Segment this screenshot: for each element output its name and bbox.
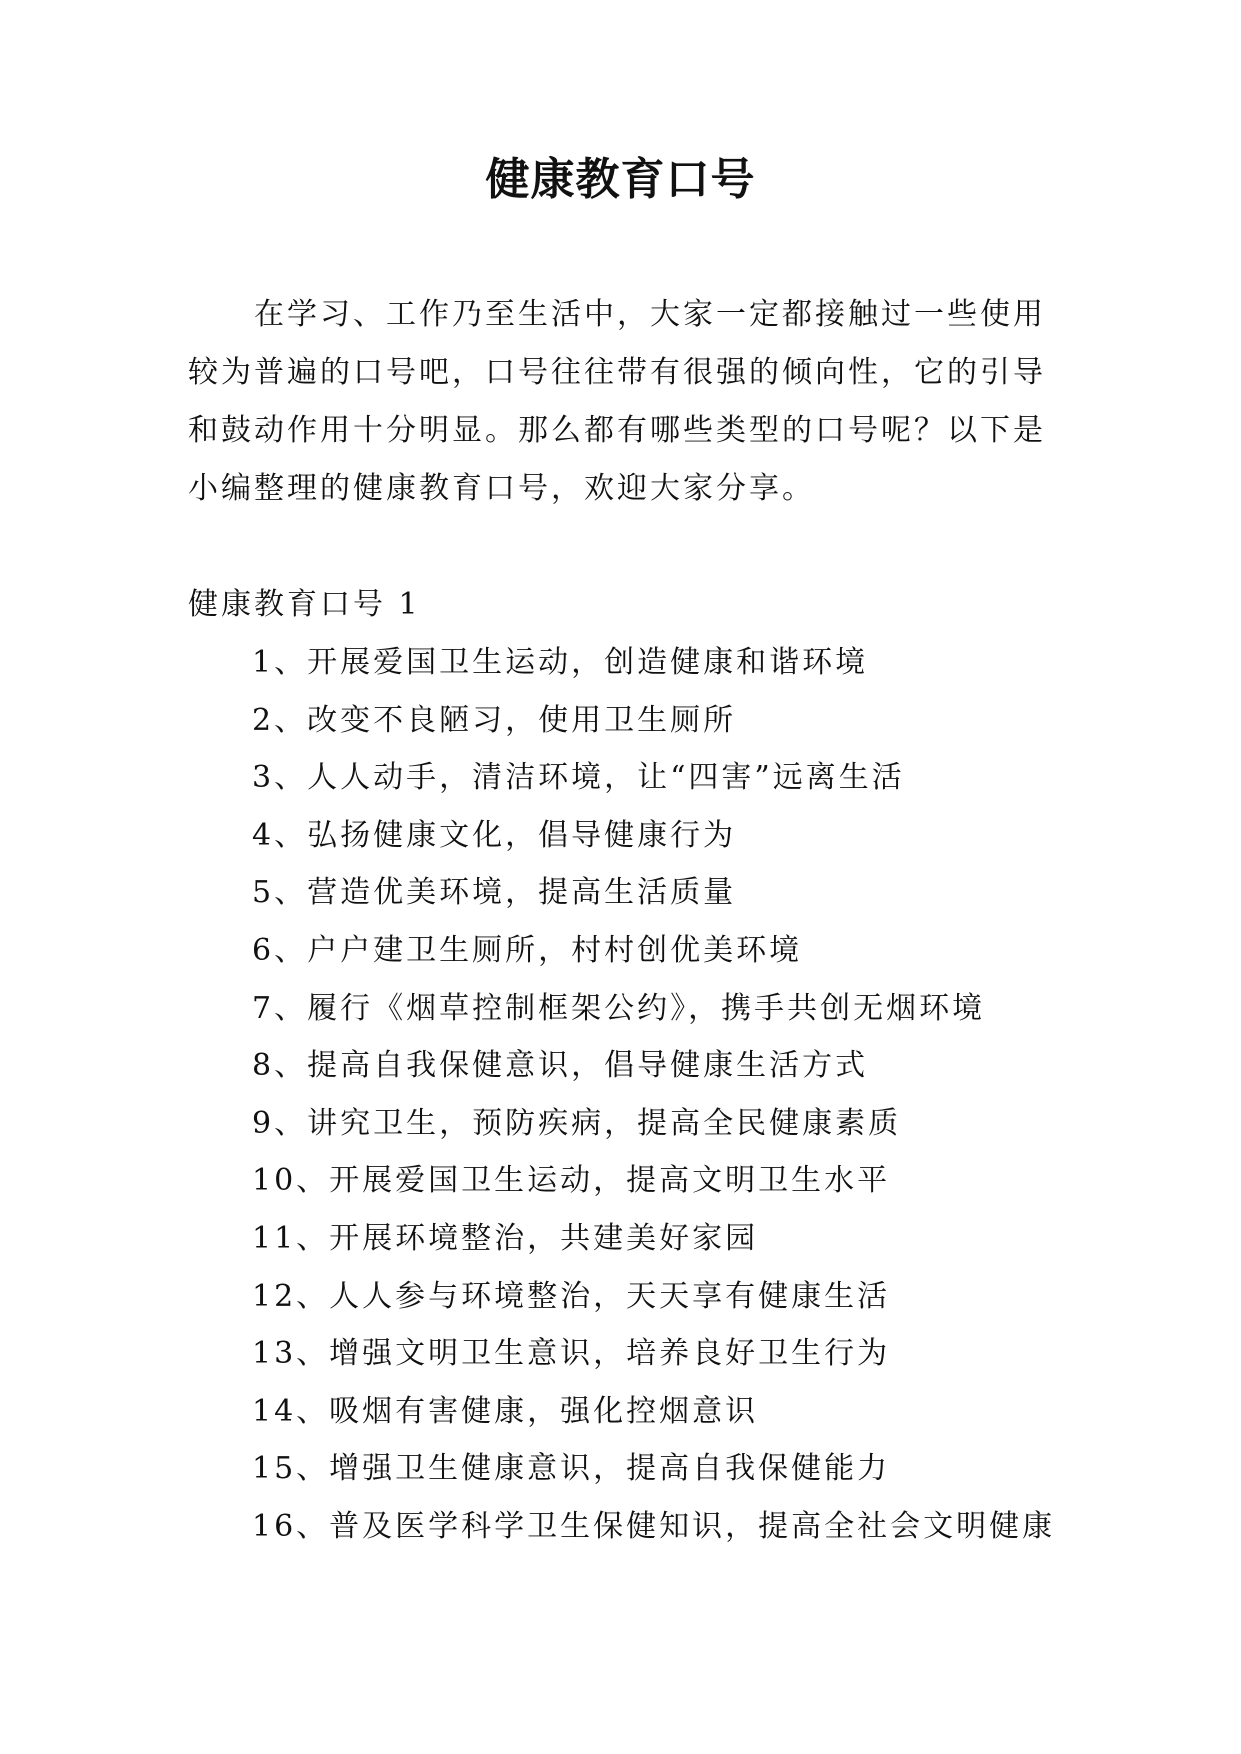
slogan-item: 2、改变不良陋习，使用卫生厕所 <box>252 702 737 738</box>
slogan-item: 13、增强文明卫生意识，培养良好卫生行为 <box>252 1336 891 1372</box>
section-heading: 健康教育口号 1 <box>188 587 421 622</box>
slogan-item: 8、提高自我保健意识，倡导健康生活方式 <box>252 1048 869 1084</box>
slogan-item: 5、营造优美环境，提高生活质量 <box>252 875 737 911</box>
slogan-item: 1、开展爱国卫生运动，创造健康和谐环境 <box>252 645 869 680</box>
slogan-item: 14、吸烟有害健康，强化控烟意识 <box>252 1393 759 1429</box>
slogan-item: 9、讲究卫生，预防疾病，提高全民健康素质 <box>252 1105 902 1141</box>
slogan-item: 15、增强卫生健康意识，提高自我保健能力 <box>252 1451 891 1487</box>
slogan-item: 3、人人动手，清洁环境，让“四害”远离生活 <box>252 760 905 796</box>
slogan-item: 12、人人参与环境整治，天天享有健康生活 <box>252 1278 891 1314</box>
document-title: 健康教育口号 <box>485 154 756 205</box>
slogan-item: 4、弘扬健康文化，倡导健康行为 <box>252 817 737 853</box>
slogan-item: 6、户户建卫生厕所，村村创优美环境 <box>252 932 803 968</box>
slogan-item: 7、履行《烟草控制框架公约》，携手共创无烟环境 <box>252 990 986 1026</box>
slogan-item: 10、开展爱国卫生运动，提高文明卫生水平 <box>252 1163 891 1199</box>
intro-paragraph: 在学习、工作乃至生活中，大家一定都接触过一些使用较为普遍的口号吧，口号往往带有很强的倾向性，它的引导和鼓动作用十分明显。那么都有哪些类型的口号呢？以下是小编整理的健康教育口号，欢迎大家分享。 <box>188 297 1046 506</box>
slogan-item: 16、普及医学科学卫生保健知识，提高全社会文明健康 <box>252 1508 1056 1544</box>
slogan-list <box>252 634 1152 1556</box>
slogan-item: 11、开展环境整治，共建美好家园 <box>252 1220 759 1256</box>
